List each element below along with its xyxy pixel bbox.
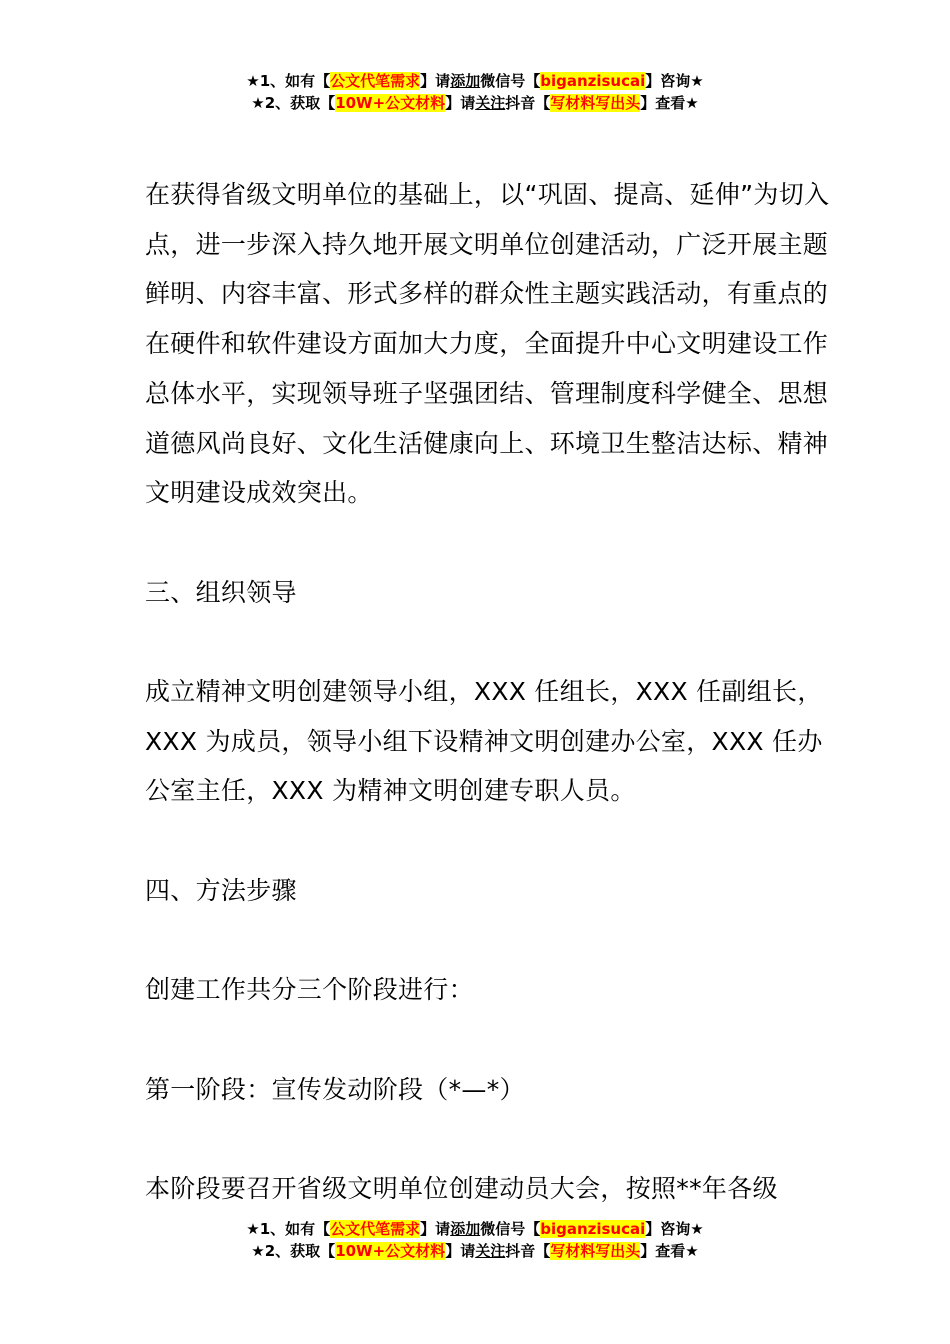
paragraph-stage-one-detail: 本阶段要召开省级文明单位创建动员大会，按照**年各级 bbox=[145, 1173, 778, 1203]
promo-text: 】请 bbox=[445, 1242, 476, 1260]
promo-text: 抖音【 bbox=[505, 1242, 551, 1260]
promo-text: ★2、获取【 bbox=[251, 94, 336, 112]
promo-line-1 bbox=[0, 1218, 950, 1240]
promo-text: ★1、如有【 bbox=[246, 1220, 331, 1238]
promo-text: ★2、获取【 bbox=[251, 1242, 336, 1260]
promo-underline: 添加 bbox=[450, 72, 481, 90]
promo-text: 】查看★ bbox=[640, 1242, 699, 1260]
paragraph-organization: 成立精神文明创建领导小组，XXX 任组长，XXX 任副组长，XXX 为成员，领导小组下设精神文明创建办公室，XXX 任办公室主任，XXX 为精神文明创建专职人员。 bbox=[145, 677, 823, 806]
promo-highlight: 写材料写出头 bbox=[550, 94, 641, 112]
promo-text: 】请 bbox=[445, 94, 476, 112]
promo-underline: 关注 bbox=[475, 94, 506, 112]
promo-underline: 关注 bbox=[475, 1242, 506, 1260]
promo-highlight: biganzisucai bbox=[540, 72, 646, 90]
promo-text: ★1、如有【 bbox=[246, 72, 331, 90]
promo-highlight: 10W+公文材料 bbox=[335, 94, 446, 112]
promo-line-1 bbox=[0, 70, 950, 92]
promo-text: 】咨询★ bbox=[645, 1220, 704, 1238]
promo-highlight: 10W+公文材料 bbox=[335, 1242, 446, 1260]
paragraph-goal: 在获得省级文明单位的基础上，以“巩固、提高、延伸”为切入点，进一步深入持久地开展文明单位创建活动，广泛开展主题鲜明、内容丰富、形式多样的群众性主题实践活动，有重点的在硬件和软件建设方面加大力度，全面提升中心文明建设工作总体水平，实现领导班子坚强团结、管理制度科学健全、思想道德风尚良好、文化生活健康向上、环境卫生整洁达标、精神文明建设成效突出。 bbox=[145, 180, 830, 508]
promo-text: 】查看★ bbox=[640, 94, 699, 112]
heading-organization: 三、组织领导 bbox=[145, 577, 297, 607]
top-promo-banner bbox=[0, 70, 950, 114]
promo-text: 】咨询★ bbox=[645, 72, 704, 90]
bottom-promo-banner bbox=[0, 1218, 950, 1262]
promo-highlight: 公文代笔需求 bbox=[330, 72, 421, 90]
paragraph-stage-one: 第一阶段：宣传发动阶段（*—*） bbox=[145, 1074, 525, 1104]
promo-text: 抖音【 bbox=[505, 94, 551, 112]
promo-text: 】请 bbox=[420, 1220, 451, 1238]
heading-methods: 四、方法步骤 bbox=[145, 875, 297, 905]
promo-line-2 bbox=[0, 1240, 950, 1262]
promo-underline: 添加 bbox=[450, 1220, 481, 1238]
promo-text: 微信号【 bbox=[480, 1220, 541, 1238]
document-body bbox=[145, 170, 835, 1214]
promo-line-2 bbox=[0, 92, 950, 114]
promo-highlight: 写材料写出头 bbox=[550, 1242, 641, 1260]
paragraph-stages: 创建工作共分三个阶段进行： bbox=[145, 975, 474, 1005]
promo-highlight: 公文代笔需求 bbox=[330, 1220, 421, 1238]
promo-text: 微信号【 bbox=[480, 72, 541, 90]
promo-highlight: biganzisucai bbox=[540, 1220, 646, 1238]
promo-text: 】请 bbox=[420, 72, 451, 90]
